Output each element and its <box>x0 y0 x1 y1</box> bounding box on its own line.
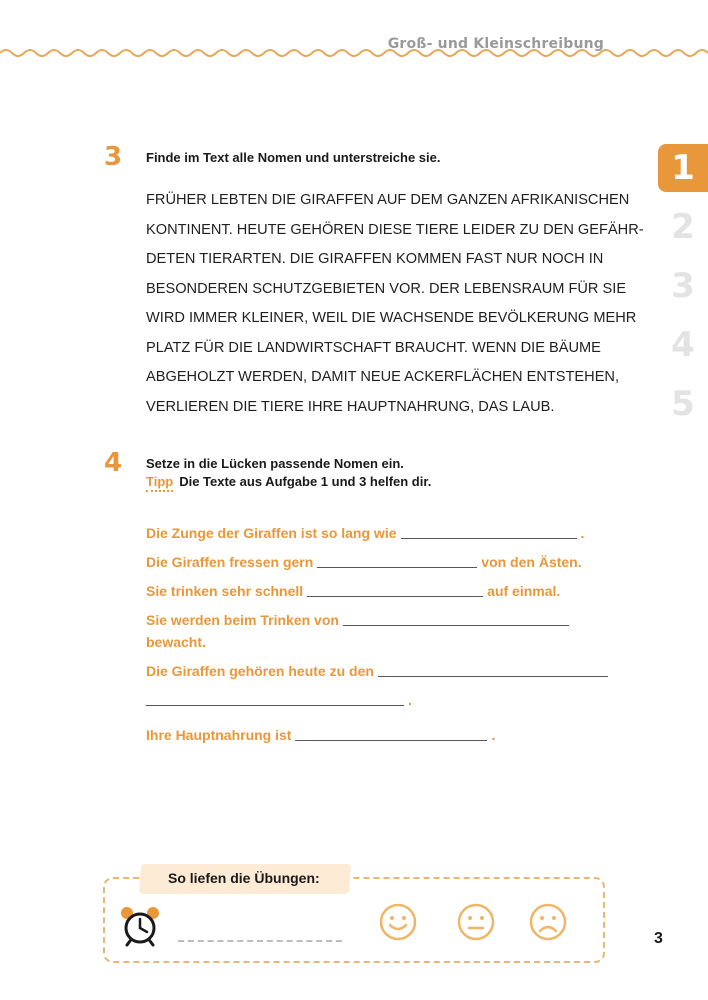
tipp-text: Die Texte aus Aufgabe 1 und 3 helfen dir. <box>179 474 432 489</box>
sentence-text: bewacht. <box>146 634 206 650</box>
page-number: 3 <box>654 930 663 947</box>
fill-in-exercise <box>146 512 616 743</box>
tab-chapter-5[interactable]: 5 <box>671 384 695 424</box>
sad-face-icon[interactable] <box>528 902 568 942</box>
sentence-text: Sie werden beim Trinken von <box>146 612 339 628</box>
answer-blank[interactable] <box>378 660 608 677</box>
tipp-label: Tipp <box>146 474 173 492</box>
text-line: PLATZ FÜR DIE LANDWIRTSCHAFT BRAUCHT. WENN DIE BÄUME <box>146 339 601 356</box>
answer-blank[interactable] <box>146 689 404 706</box>
text-line: KONTINENT. HEUTE GEHÖREN DIESE TIERE LEIDER ZU DEN GEFÄHR- <box>146 221 644 238</box>
sentence-text: Ihre Hauptnahrung ist <box>146 727 292 743</box>
task-3-instruction: Finde im Text alle Nomen und unterstreiche sie. <box>146 150 441 165</box>
neutral-face-icon[interactable] <box>456 902 496 942</box>
sentence-text: von den Ästen. <box>481 554 582 570</box>
answer-blank[interactable] <box>295 724 487 741</box>
task-3-text <box>146 186 644 422</box>
tab-chapter-2[interactable]: 2 <box>671 207 695 247</box>
text-line: DETEN TIERARTEN. DIE GIRAFFEN KOMMEN FAST NUR NOCH IN <box>146 251 604 267</box>
task-3-number: 3 <box>104 142 123 172</box>
sentence-text: Die Zunge der Giraffen ist so lang wie <box>146 525 397 541</box>
tab-chapter-1[interactable]: 1 <box>658 144 708 192</box>
tipp-hint <box>146 474 431 489</box>
chapter-tabs <box>658 144 708 439</box>
self-assessment-label: So liefen die Übungen: <box>168 870 320 886</box>
alarm-clock-icon <box>118 904 162 948</box>
sentence-text: Die Giraffen fressen gern <box>146 554 314 570</box>
answer-blank[interactable] <box>343 609 569 626</box>
sentence-4 <box>146 599 616 628</box>
tab-chapter-3[interactable]: 3 <box>671 266 695 306</box>
chapter-title: Groß- und Kleinschreibung <box>387 36 604 52</box>
sentence-text: auf einmal. <box>487 583 561 599</box>
sentence-text: Die Giraffen gehören heute zu den <box>146 663 374 679</box>
sentence-1 <box>146 512 616 541</box>
happy-face-icon[interactable] <box>378 902 418 942</box>
tab-chapter-4[interactable]: 4 <box>671 325 695 365</box>
text-line: VERLIEREN DIE TIERE IHRE HAUPTNAHRUNG, DAS LAUB. <box>146 398 555 415</box>
sentence-text: . <box>408 692 412 708</box>
text-line: WIRD IMMER KLEINER, WEIL DIE WACHSENDE BEVÖLKERUNG MEHR <box>146 310 637 326</box>
time-entry-line[interactable] <box>178 940 342 942</box>
sentence-2 <box>146 541 616 570</box>
answer-blank[interactable] <box>307 580 483 597</box>
sentence-5 <box>146 650 616 679</box>
sentence-text: Sie trinken sehr schnell <box>146 583 304 599</box>
sentence-5-continued <box>146 679 616 708</box>
task-4-number: 4 <box>104 448 123 478</box>
answer-blank[interactable] <box>401 522 577 539</box>
answer-blank[interactable] <box>317 551 477 568</box>
sentence-text: . <box>580 525 585 541</box>
text-line: BESONDEREN SCHUTZGEBIETEN VOR. DER LEBENSRAUM FÜR SIE <box>146 280 627 297</box>
sentence-4-continued <box>146 628 616 650</box>
sentence-6 <box>146 714 616 743</box>
sentence-text: . <box>491 727 496 743</box>
task-4-instruction: Setze in die Lücken passende Nomen ein. <box>146 456 404 471</box>
text-line: ABGEHOLZT WERDEN, DAMIT NEUE ACKERFLÄCHEN ENTSTEHEN, <box>146 369 620 385</box>
header-wave-divider <box>0 46 708 60</box>
text-line: FRÜHER LEBTEN DIE GIRAFFEN AUF DEM GANZEN AFRIKANISCHEN <box>146 192 630 208</box>
sentence-3 <box>146 570 616 599</box>
